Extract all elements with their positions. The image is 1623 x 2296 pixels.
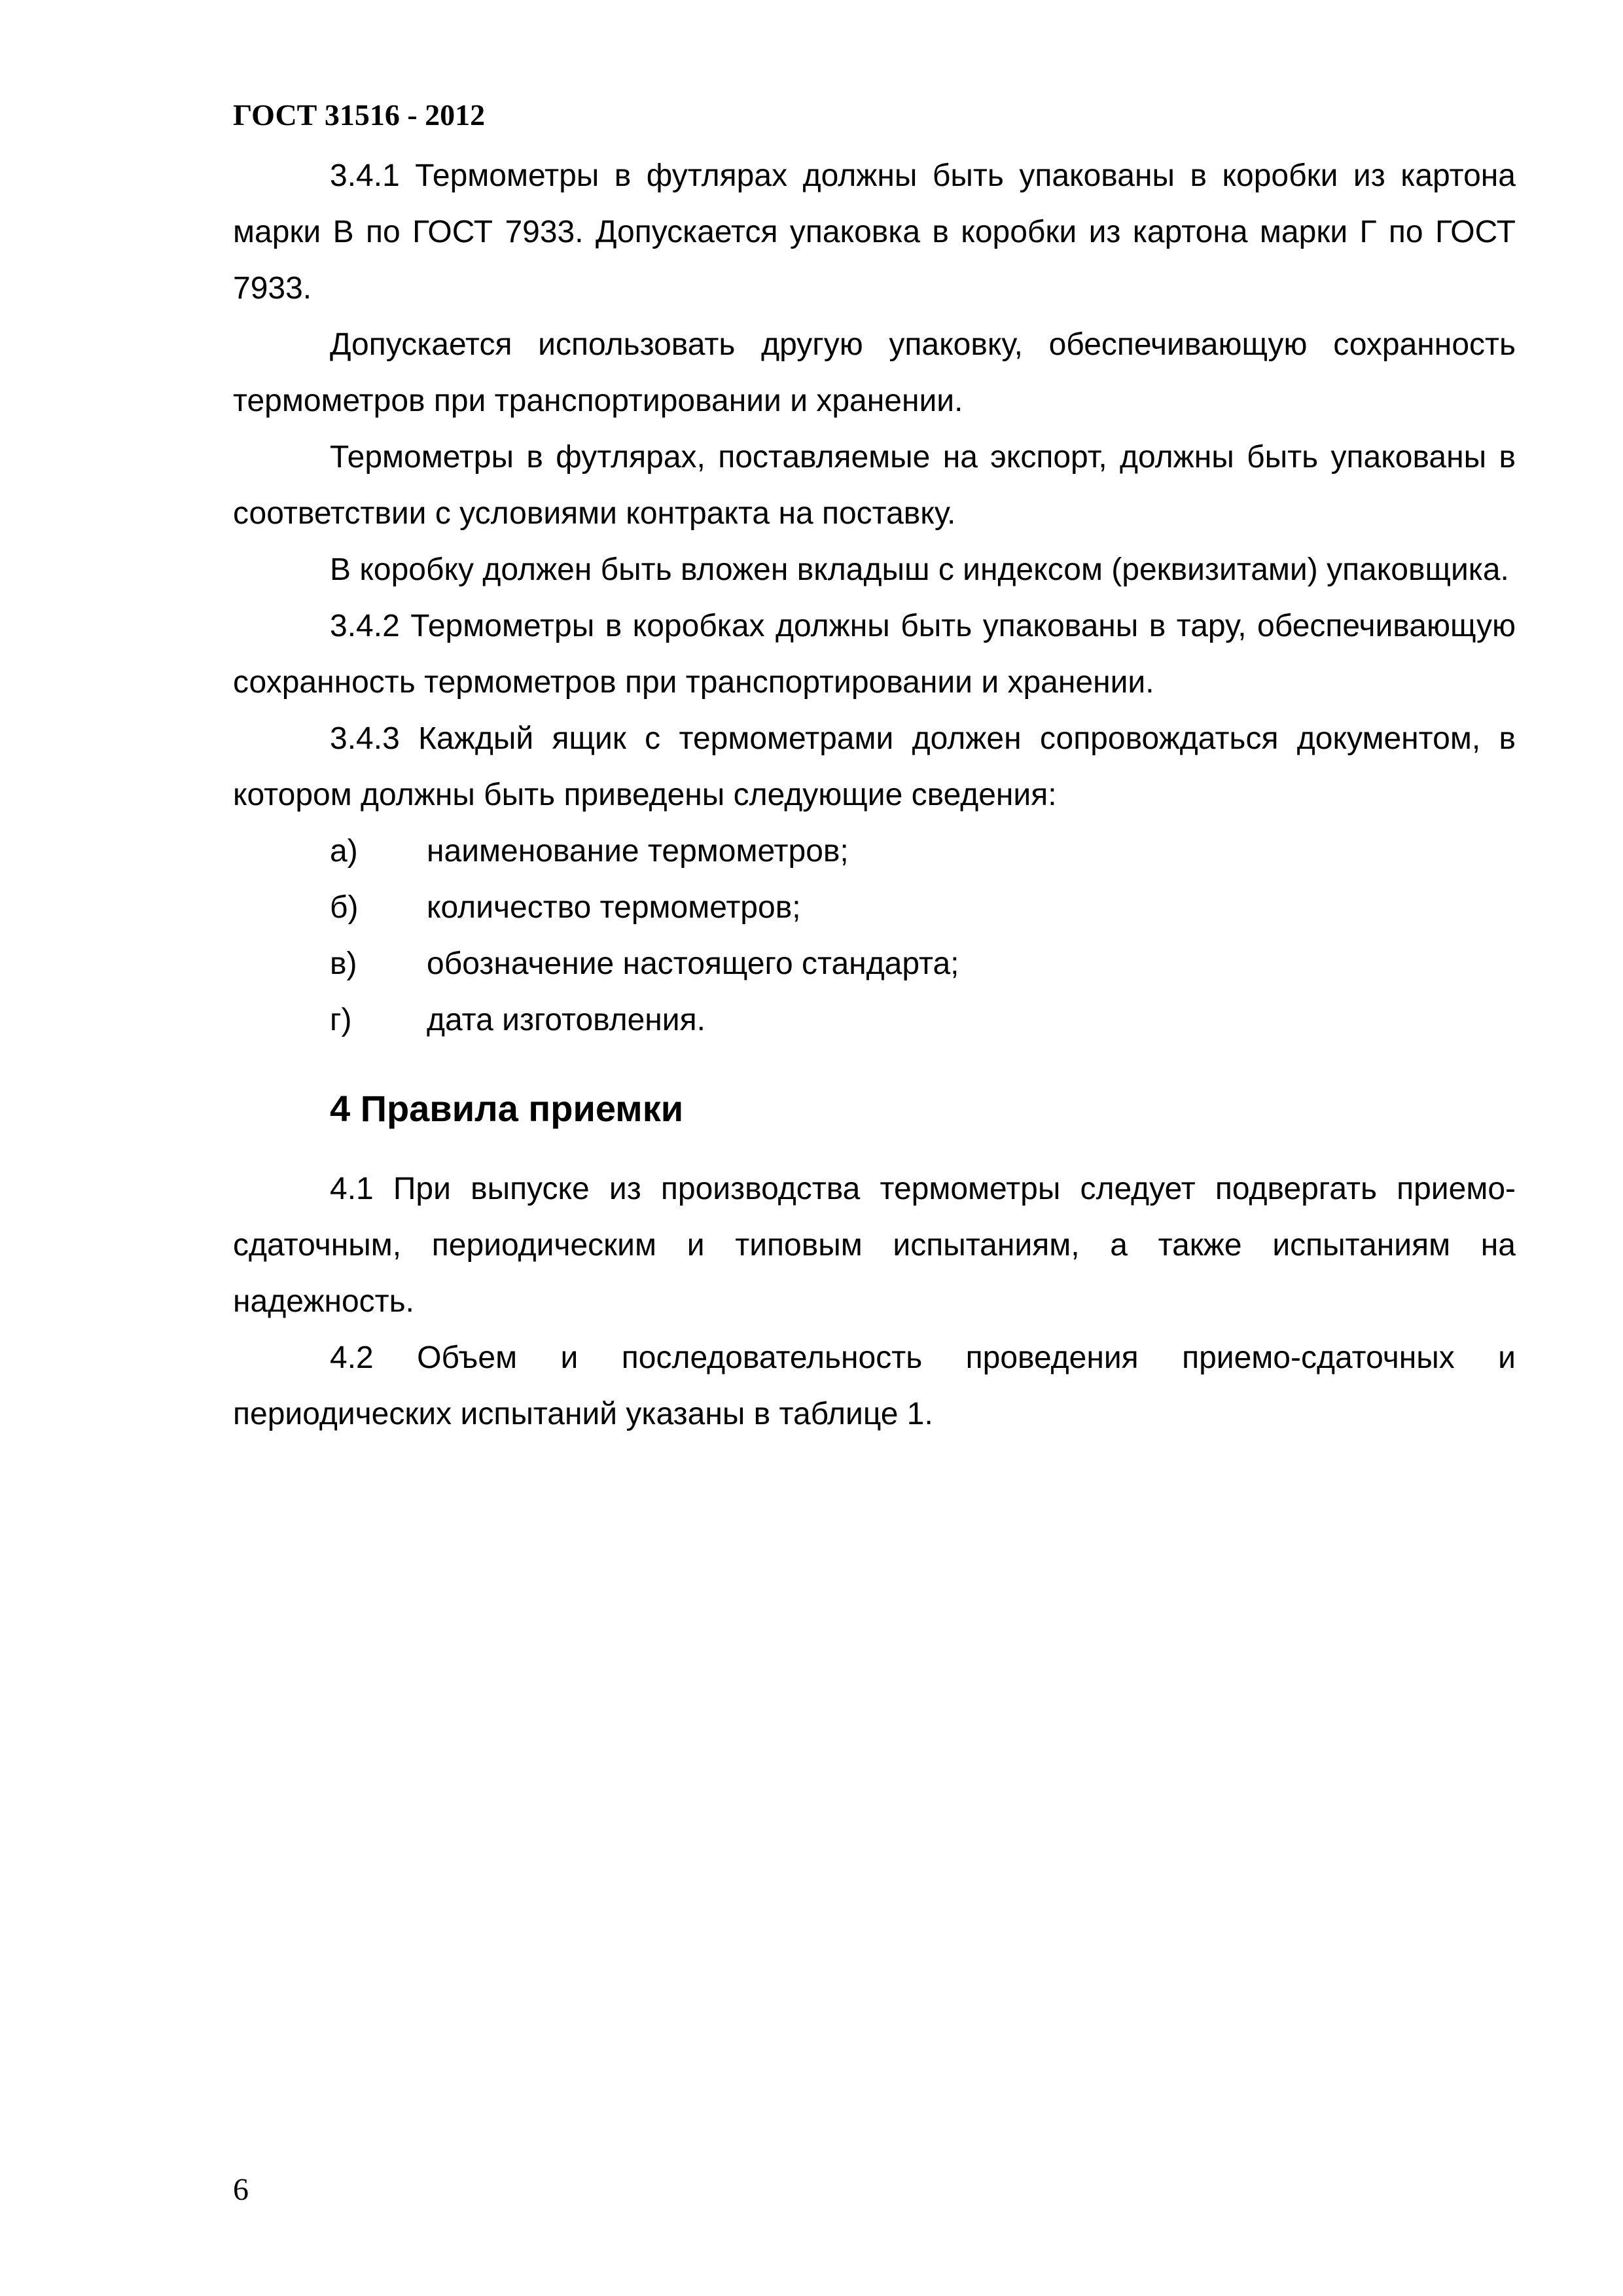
section-title: 4 Правила приемки xyxy=(330,1088,684,1129)
paragraph-3-4-1: 3.4.1 Термометры в футлярах должны быть упакованы в коробки из картона марки В по ГОСТ 7933. Допускается упаковка в коробки из картона марки Г по ГОСТ 7933. xyxy=(233,158,1516,306)
list-text: обозначение настоящего стандарта; xyxy=(427,946,959,981)
list-marker: г) xyxy=(330,1003,352,1037)
list-text: наименование термометров; xyxy=(427,834,849,869)
list-text: количество термометров; xyxy=(427,890,801,925)
document-body xyxy=(233,148,1516,1443)
list-item xyxy=(233,992,1516,1049)
list-item xyxy=(233,823,1516,880)
list-item xyxy=(233,880,1516,936)
paragraph-3-4-3: 3.4.3 Каждый ящик с термометрами должен сопровождаться документом, в котором должны быть приведены следующие сведения: xyxy=(233,721,1516,812)
paragraph-alternative-packing: Допускается использовать другую упаковку, обеспечивающую сохранность термометров при транспортировании и хранении. xyxy=(233,327,1516,418)
list-text: дата изготовления. xyxy=(427,1003,705,1037)
paragraph-insert: В коробку должен быть вложен вкладыш с индексом (реквизитами) упаковщика. xyxy=(330,552,1509,587)
list-marker: в) xyxy=(330,946,357,981)
paragraph-4-2: 4.2 Объем и последовательность проведения приемо-сдаточных и периодических испытаний указаны в таблице 1. xyxy=(233,1340,1516,1431)
paragraph-3-4-2: 3.4.2 Термометры в коробках должны быть упакованы в тару, обеспечивающую сохранность термометров при транспортировании и хранении. xyxy=(233,609,1516,700)
page-number: 6 xyxy=(233,2172,249,2207)
requirements-list xyxy=(233,823,1516,1049)
list-marker: б) xyxy=(330,890,359,925)
list-marker: а) xyxy=(330,834,358,869)
list-item xyxy=(233,936,1516,992)
document-header: ГОСТ 31516 - 2012 xyxy=(233,98,486,132)
paragraph-4-1: 4.1 При выпуске из производства термометры следует подвергать приемо-сдаточным, периодическим и типовым испытаниям, а также испытаниям на надежность. xyxy=(233,1172,1516,1319)
paragraph-export: Термометры в футлярах, поставляемые на экспорт, должны быть упакованы в соответствии с условиями контракта на поставку. xyxy=(233,440,1516,531)
